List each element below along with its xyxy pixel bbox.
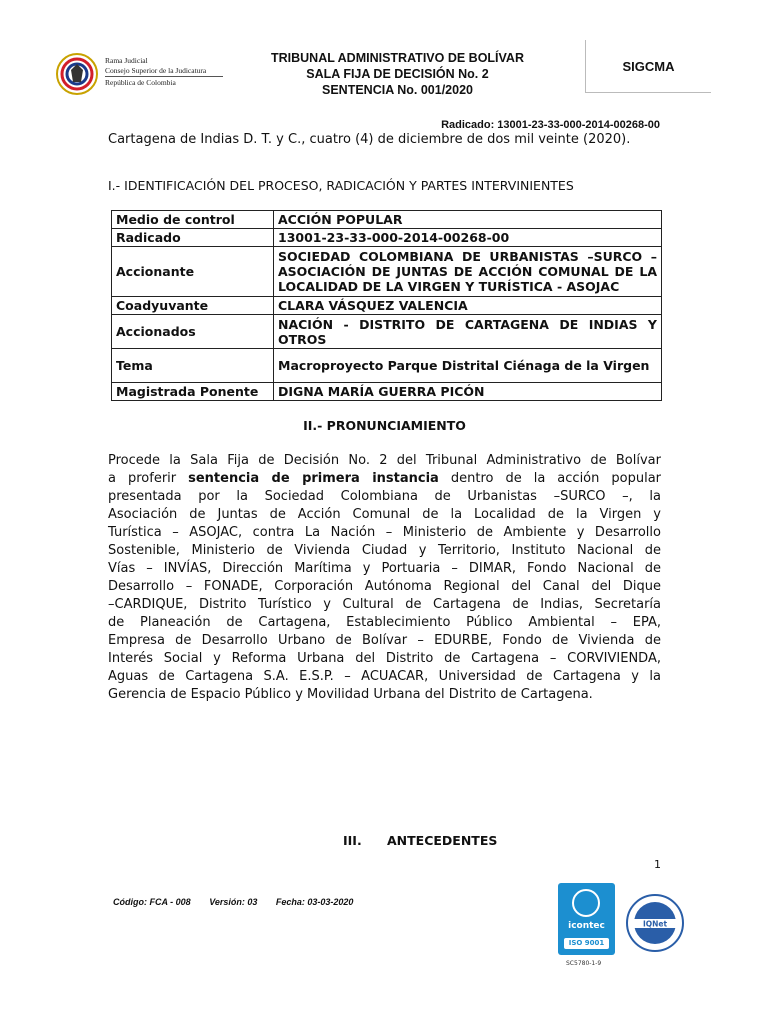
document-footer [113, 897, 369, 907]
table-value: SOCIEDAD COLOMBIANA DE URBANISTAS –SURCO – ASOCIACIÓN DE JUNTAS DE ACCIÓN COMUNAL DE LA LOCALIDAD DE LA VIRGEN Y TURÍSTICA - ASOJAC [274, 247, 662, 297]
table-row [112, 315, 662, 349]
table-value: ACCIÓN POPULAR [274, 211, 662, 229]
paragraph-line: Gerencia de Espacio Público y Movilidad Urbana del Distrito de Cartagena. [108, 687, 593, 702]
court-name: TRIBUNAL ADMINISTRATIVO DE BOLÍVAR [270, 51, 524, 65]
footer-date: Fecha: 03-03-2020 [275, 897, 354, 907]
paragraph-line: de Planeación de Cartagena, Establecimiento Público Ambiental – EPA, [108, 615, 661, 630]
iso-label: ISO 9001 [564, 938, 609, 949]
bold-text-run: sentencia de primera instancia [188, 471, 439, 486]
table-value: DIGNA MARÍA GUERRA PICÓN [274, 383, 662, 401]
table-key: Accionados [112, 315, 274, 349]
section-number: III. [343, 833, 362, 848]
section-2-heading: II.- PRONUNCIAMIENTO [303, 418, 466, 433]
logo-divider [105, 76, 223, 77]
radicado-line: Radicado: 13001-23-33-000-2014-00268-00 [441, 119, 660, 131]
paragraph-line: Aguas de Cartagena S.A. E.S.P. – ACUACAR, Universidad de Cartagena y la [108, 669, 661, 684]
logo-country: República de Colombia [105, 78, 176, 87]
iqnet-certification-icon [625, 893, 685, 953]
section-3-heading [343, 832, 497, 850]
sentence-number: SENTENCIA No. 001/2020 [322, 83, 473, 97]
table-value: NACIÓN - DISTRITO DE CARTAGENA DE INDIAS Y OTROS [274, 315, 662, 349]
text-run: dentro de la acción popular [438, 471, 662, 486]
paragraph-line: Procede la Sala Fija de Decisión No. 2 del Tribunal Administrativo de Bolívar [108, 453, 661, 468]
process-info-table [111, 210, 662, 401]
colombia-seal-icon [55, 52, 99, 96]
paragraph-line: presentada por la Sociedad Colombiana de Urbanistas –SURCO –, la [108, 489, 661, 504]
paragraph-line: Turística – ASOJAC, contra La Nación – Ministerio de Ambiente y Desarrollo [108, 525, 661, 540]
footer-code: Código: FCA - 008 [113, 897, 191, 907]
paragraph-line [108, 470, 661, 488]
table-value: CLARA VÁSQUEZ VALENCIA [274, 297, 662, 315]
paragraph-line: Desarrollo – FONADE, Corporación Autónoma Regional del Canal del Dique [108, 579, 661, 594]
certificate-code: SC5780-1-9 [566, 960, 602, 967]
iqnet-label: IQNet [642, 919, 668, 929]
table-row [112, 247, 662, 297]
table-key: Medio de control [112, 211, 274, 229]
page-number: 1 [654, 858, 661, 871]
table-row [112, 349, 662, 383]
icontec-circle-icon [572, 889, 600, 917]
section-1-heading: I.- IDENTIFICACIÓN DEL PROCESO, RADICACIÓN Y PARTES INTERVINIENTES [108, 178, 574, 193]
city-date: Cartagena de Indias D. T. y C., cuatro (4) de diciembre de dos mil veinte (2020). [108, 132, 631, 147]
table-key: Magistrada Ponente [112, 383, 274, 401]
section-title: ANTECEDENTES [387, 833, 498, 848]
logo-text: Rama Judicial Consejo Superior de la Judicatura [105, 56, 207, 75]
paragraph-line: Asociación de Juntas de Acción Comunal de la Localidad de la Virgen y [108, 507, 661, 522]
text-run: a proferir [108, 471, 189, 486]
icontec-certification-logo [558, 883, 615, 955]
paragraph-line: Sostenible, Ministerio de Vivienda Ciudad y Territorio, Instituto Nacional de [108, 543, 661, 558]
system-box [585, 40, 711, 93]
paragraph-line: Interés Social y Reforma Urbana del Distrito de Cartagena – CORVIVIENDA, [108, 651, 661, 666]
pronouncement-paragraph [108, 452, 661, 704]
paragraph-line: Vías – INVÍAS, Dirección Marítima y Portuaria – DIMAR, Fondo Nacional de [108, 561, 661, 576]
table-value: Macroproyecto Parque Distrital Ciénaga de la Virgen [274, 349, 662, 383]
system-label: SIGCMA [622, 59, 675, 74]
table-row [112, 383, 662, 401]
table-key: Tema [112, 349, 274, 383]
footer-version: Versión: 03 [209, 897, 258, 907]
icontec-name: icontec [568, 921, 605, 931]
table-key: Coadyuvante [112, 297, 274, 315]
table-key: Accionante [112, 247, 274, 297]
table-row [112, 211, 662, 229]
table-row [112, 297, 662, 315]
table-key: Radicado [112, 229, 274, 247]
table-value: 13001-23-33-000-2014-00268-00 [274, 229, 662, 247]
document-header-title [230, 50, 565, 98]
paragraph-line: –CARDIQUE, Distrito Turístico y Cultural de Cartagena de Indias, Secretaría [108, 597, 661, 612]
table-row [112, 229, 662, 247]
paragraph-line: Empresa de Desarrollo Urbano de Bolívar – EDURBE, Fondo de Vivienda de [108, 633, 661, 648]
rama-judicial-logo [55, 52, 230, 96]
chamber-name: SALA FIJA DE DECISIÓN No. 2 [306, 67, 489, 81]
